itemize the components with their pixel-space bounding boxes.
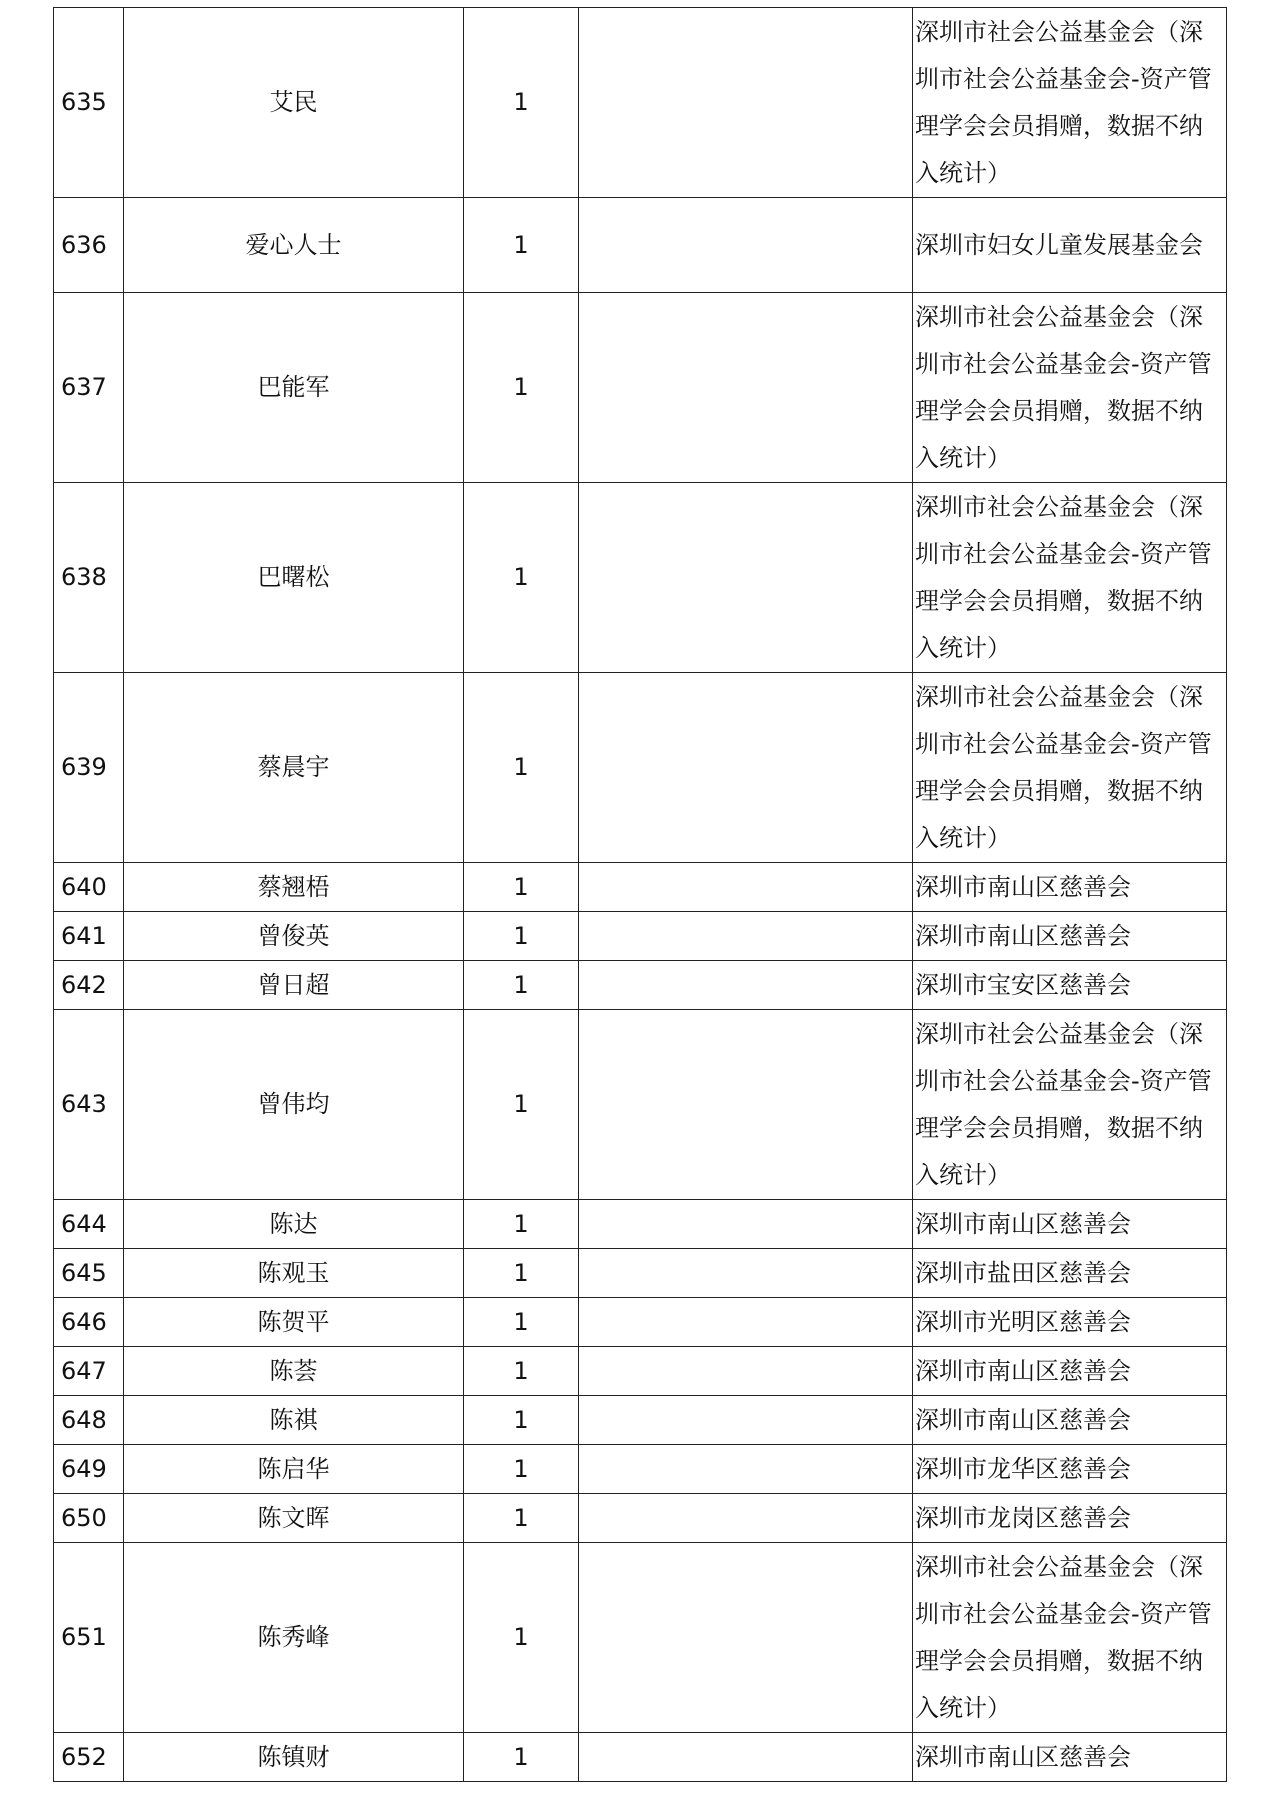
row-number: 638	[54, 483, 124, 673]
row-number: 643	[54, 1010, 124, 1200]
note-cell	[579, 1200, 913, 1249]
table-row	[54, 1543, 1227, 1733]
table-row	[54, 198, 1227, 293]
row-number: 648	[54, 1396, 124, 1445]
table-row	[54, 673, 1227, 863]
recipient-organization: 深圳市社会公益基金会（深圳市社会公益基金会-资产管理学会会员捐赠，数据不纳入统计）	[913, 1010, 1227, 1200]
donor-name: 巴能军	[124, 293, 464, 483]
table-row	[54, 961, 1227, 1010]
recipient-organization: 深圳市社会公益基金会（深圳市社会公益基金会-资产管理学会会员捐赠，数据不纳入统计）	[913, 293, 1227, 483]
recipient-organization: 深圳市盐田区慈善会	[913, 1249, 1227, 1298]
donation-amount: 1	[464, 1249, 579, 1298]
recipient-organization: 深圳市龙华区慈善会	[913, 1445, 1227, 1494]
donation-amount: 1	[464, 1347, 579, 1396]
row-number: 652	[54, 1733, 124, 1782]
row-number: 649	[54, 1445, 124, 1494]
donor-name: 曾俊英	[124, 912, 464, 961]
note-cell	[579, 1445, 913, 1494]
table-row	[54, 1733, 1227, 1782]
donor-name: 爱心人士	[124, 198, 464, 293]
donation-amount: 1	[464, 1733, 579, 1782]
donor-name: 陈文晖	[124, 1494, 464, 1543]
donation-amount: 1	[464, 1445, 579, 1494]
row-number: 645	[54, 1249, 124, 1298]
table-row	[54, 1494, 1227, 1543]
table-row	[54, 8, 1227, 198]
recipient-organization: 深圳市龙岗区慈善会	[913, 1494, 1227, 1543]
row-number: 650	[54, 1494, 124, 1543]
table-row	[54, 1396, 1227, 1445]
row-number: 642	[54, 961, 124, 1010]
donor-name: 巴曙松	[124, 483, 464, 673]
table-row	[54, 1347, 1227, 1396]
donor-name: 陈启华	[124, 1445, 464, 1494]
donation-amount: 1	[464, 1396, 579, 1445]
table-row	[54, 912, 1227, 961]
note-cell	[579, 673, 913, 863]
donation-amount: 1	[464, 1543, 579, 1733]
note-cell	[579, 1010, 913, 1200]
donor-name: 陈贺平	[124, 1298, 464, 1347]
table-row	[54, 293, 1227, 483]
table-row	[54, 1298, 1227, 1347]
recipient-organization: 深圳市社会公益基金会（深圳市社会公益基金会-资产管理学会会员捐赠，数据不纳入统计）	[913, 8, 1227, 198]
donor-table	[53, 7, 1227, 1782]
donor-name: 蔡翘梧	[124, 863, 464, 912]
donation-amount: 1	[464, 1010, 579, 1200]
donor-name: 艾民	[124, 8, 464, 198]
recipient-organization: 深圳市南山区慈善会	[913, 1733, 1227, 1782]
row-number: 635	[54, 8, 124, 198]
note-cell	[579, 8, 913, 198]
recipient-organization: 深圳市妇女儿童发展基金会	[913, 198, 1227, 293]
row-number: 639	[54, 673, 124, 863]
recipient-organization: 深圳市社会公益基金会（深圳市社会公益基金会-资产管理学会会员捐赠，数据不纳入统计）	[913, 673, 1227, 863]
donation-amount: 1	[464, 1298, 579, 1347]
note-cell	[579, 1543, 913, 1733]
donation-amount: 1	[464, 912, 579, 961]
row-number: 651	[54, 1543, 124, 1733]
recipient-organization: 深圳市光明区慈善会	[913, 1298, 1227, 1347]
row-number: 644	[54, 1200, 124, 1249]
note-cell	[579, 483, 913, 673]
recipient-organization: 深圳市南山区慈善会	[913, 863, 1227, 912]
donation-amount: 1	[464, 961, 579, 1010]
donation-amount: 1	[464, 483, 579, 673]
recipient-organization: 深圳市南山区慈善会	[913, 1396, 1227, 1445]
donor-name: 陈荟	[124, 1347, 464, 1396]
donor-name: 陈观玉	[124, 1249, 464, 1298]
donation-amount: 1	[464, 673, 579, 863]
table-row	[54, 1010, 1227, 1200]
table-row	[54, 1249, 1227, 1298]
note-cell	[579, 198, 913, 293]
note-cell	[579, 912, 913, 961]
donor-name: 曾伟均	[124, 1010, 464, 1200]
recipient-organization: 深圳市宝安区慈善会	[913, 961, 1227, 1010]
table-row	[54, 1200, 1227, 1249]
note-cell	[579, 293, 913, 483]
recipient-organization: 深圳市南山区慈善会	[913, 1200, 1227, 1249]
donor-name: 陈祺	[124, 1396, 464, 1445]
donation-amount: 1	[464, 8, 579, 198]
row-number: 637	[54, 293, 124, 483]
table-row	[54, 1445, 1227, 1494]
donation-amount: 1	[464, 1494, 579, 1543]
donation-amount: 1	[464, 198, 579, 293]
donation-amount: 1	[464, 293, 579, 483]
table-row	[54, 863, 1227, 912]
donation-amount: 1	[464, 1200, 579, 1249]
row-number: 636	[54, 198, 124, 293]
recipient-organization: 深圳市南山区慈善会	[913, 1347, 1227, 1396]
donation-amount: 1	[464, 863, 579, 912]
donor-table-body	[54, 8, 1227, 1782]
recipient-organization: 深圳市南山区慈善会	[913, 912, 1227, 961]
note-cell	[579, 863, 913, 912]
note-cell	[579, 1396, 913, 1445]
donor-name: 蔡晨宇	[124, 673, 464, 863]
note-cell	[579, 1249, 913, 1298]
donor-name: 陈达	[124, 1200, 464, 1249]
note-cell	[579, 1733, 913, 1782]
donor-name: 陈镇财	[124, 1733, 464, 1782]
note-cell	[579, 1494, 913, 1543]
recipient-organization: 深圳市社会公益基金会（深圳市社会公益基金会-资产管理学会会员捐赠，数据不纳入统计）	[913, 1543, 1227, 1733]
note-cell	[579, 1298, 913, 1347]
row-number: 640	[54, 863, 124, 912]
recipient-organization: 深圳市社会公益基金会（深圳市社会公益基金会-资产管理学会会员捐赠，数据不纳入统计）	[913, 483, 1227, 673]
row-number: 647	[54, 1347, 124, 1396]
row-number: 646	[54, 1298, 124, 1347]
donor-name: 陈秀峰	[124, 1543, 464, 1733]
row-number: 641	[54, 912, 124, 961]
donor-name: 曾日超	[124, 961, 464, 1010]
note-cell	[579, 961, 913, 1010]
table-row	[54, 483, 1227, 673]
note-cell	[579, 1347, 913, 1396]
